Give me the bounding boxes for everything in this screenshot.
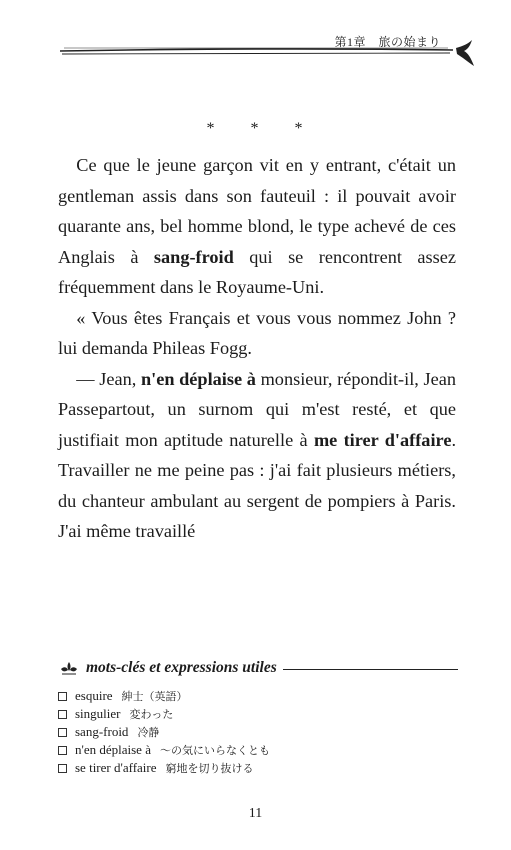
vocab-title-label: mots-clés et expressions utiles <box>86 659 277 676</box>
vocab-item <box>58 759 458 777</box>
key-phrase: me tirer d'affaire <box>313 429 452 450</box>
vocab-term: sang-froid <box>75 724 129 739</box>
paragraph <box>58 364 456 547</box>
paragraph <box>58 150 456 303</box>
vocab-gloss: 窮地を切り抜ける <box>165 762 254 775</box>
text-run: Ce que le jeune garçon vit en y entrant, c'était un gentleman assis dans son fauteuil : il pouvait avoir quarante ans, bel homme blond, le type achevé de ces Anglais à <box>58 155 456 267</box>
text-run: qui se rencontrent assez fréquemment dans le Royaume-Uni. <box>58 246 457 297</box>
chapter-title: 第1章 旅の始まり <box>334 35 441 49</box>
paragraph <box>58 303 456 364</box>
checkbox-icon <box>58 710 67 719</box>
checkbox-icon <box>58 728 67 737</box>
vocab-gloss: 冷静 <box>137 726 160 739</box>
checkbox-icon <box>58 764 67 773</box>
vocab-item <box>58 741 458 759</box>
vocab-gloss: ～の気にいらなくとも <box>159 744 270 757</box>
key-phrase: n'en déplaise à <box>140 368 256 389</box>
checkbox-icon <box>58 692 67 701</box>
vocab-term: se tirer d'affaire <box>75 760 157 775</box>
key-phrase: sang-froid <box>153 246 234 267</box>
text-run: « Vous êtes Français et vous vous nommez John ? lui demanda Phileas Fogg. <box>58 307 456 358</box>
vocab-term: esquire <box>75 688 113 703</box>
vocab-gloss: 変わった <box>129 708 174 721</box>
vocab-term: singulier <box>75 706 121 721</box>
body-text <box>58 150 456 547</box>
vocab-item <box>58 723 458 741</box>
text-run: — Jean, <box>76 368 141 389</box>
header-swallow-rule <box>58 38 478 72</box>
page-number: 11 <box>248 806 263 821</box>
vocab-title-rule <box>283 669 458 670</box>
vocab-item <box>58 705 458 723</box>
section-divider: * * * <box>206 120 319 137</box>
vocab-term: n'en déplaise à <box>75 742 151 757</box>
vocab-section-title <box>58 657 458 679</box>
checkbox-icon <box>58 746 67 755</box>
vocab-gloss: 紳士（英語） <box>121 690 188 703</box>
vocab-item <box>58 687 458 705</box>
vocab-list <box>58 687 458 777</box>
text-run: monsieur, répondit-il, Jean Passepartout, un surnom qui m'est resté, et que justifiait mon aptitude naturelle à <box>58 368 456 450</box>
fleuron-icon <box>58 660 80 676</box>
text-run: . Travailler ne me peine pas : j'ai fait plusieurs métiers, du chanteur ambulant au sergent de pompiers à Paris. J'ai même travaillé <box>58 429 457 541</box>
